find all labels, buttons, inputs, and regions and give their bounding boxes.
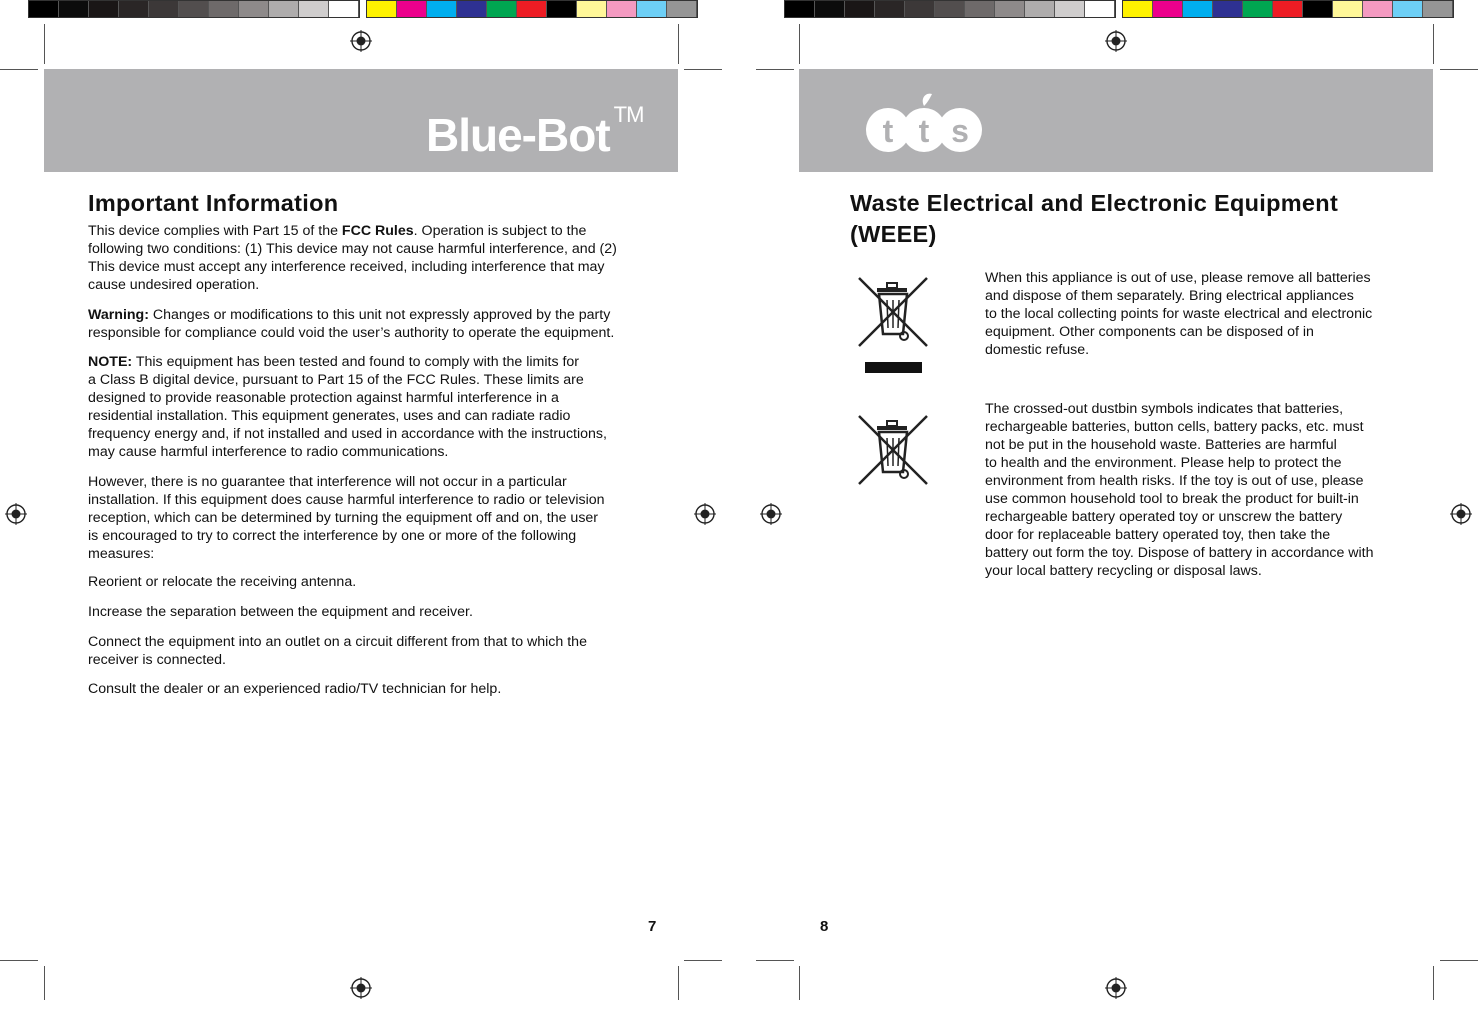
text: . Operation is subject to the xyxy=(413,223,587,239)
text-line: your local battery recycling or disposal laws. xyxy=(985,563,1262,579)
measure-item xyxy=(88,633,587,669)
calibration-swatch xyxy=(577,1,607,17)
weee-title xyxy=(850,190,1338,248)
text-line: a Class B digital device, pursuant to Part 15 of the FCC Rules. These limits are xyxy=(88,372,584,388)
note-label: NOTE: xyxy=(88,354,133,370)
text-line: following two conditions: (1) This device may not cause harmful interference, and (2) xyxy=(88,241,617,257)
calibration-swatch xyxy=(329,1,359,17)
text-line: not be put in the household waste. Batteries are harmful xyxy=(985,437,1337,453)
crop-mark xyxy=(0,69,38,70)
fcc-rules-label: FCC Rules xyxy=(341,223,414,239)
text-line: When this appliance is out of use, please remove all batteries xyxy=(985,270,1371,286)
text-line: However, there is no guarantee that interference will not occur in a particular xyxy=(88,474,567,490)
registration-mark-icon xyxy=(350,977,372,999)
calibration-swatch xyxy=(1025,1,1055,17)
text-line: cause undesired operation. xyxy=(88,277,260,293)
calibration-swatch xyxy=(299,1,329,17)
calibration-swatch xyxy=(487,1,517,17)
calibration-swatch xyxy=(785,1,815,17)
registration-mark-icon xyxy=(760,503,782,525)
calibration-swatch xyxy=(935,1,965,17)
crop-mark xyxy=(1433,966,1434,1000)
calibration-swatch xyxy=(239,1,269,17)
brand-name: Blue-Bot xyxy=(426,109,610,161)
calibration-swatch xyxy=(89,1,119,17)
text-line: reception, which can be determined by turning the equipment off and on, the user xyxy=(88,510,599,526)
text-line: receiver is connected. xyxy=(88,652,227,668)
calibration-swatch xyxy=(1303,1,1333,17)
calibration-swatch xyxy=(1153,1,1183,17)
crossed-out-bin-icon xyxy=(855,412,931,488)
calibration-gray-right xyxy=(784,0,1116,18)
brand-title xyxy=(426,102,644,162)
registration-mark-icon xyxy=(1450,503,1472,525)
crop-mark xyxy=(756,960,794,961)
calibration-swatch xyxy=(1333,1,1363,17)
text-line: domestic refuse. xyxy=(985,342,1090,358)
calibration-swatch xyxy=(179,1,209,17)
calibration-swatch xyxy=(1273,1,1303,17)
calibration-swatch xyxy=(59,1,89,17)
logo-letter: t xyxy=(918,113,930,149)
logo-letter: t xyxy=(882,113,894,149)
calibration-swatch xyxy=(397,1,427,17)
crop-mark xyxy=(756,69,794,70)
crop-mark xyxy=(1433,24,1434,64)
crop-mark xyxy=(678,24,679,64)
calibration-swatch xyxy=(269,1,299,17)
page-number: 8 xyxy=(820,918,829,935)
crop-mark xyxy=(44,24,45,64)
calibration-swatch xyxy=(1243,1,1273,17)
text: This device complies with Part 15 of the xyxy=(88,223,342,239)
however-paragraph xyxy=(88,473,605,563)
battery-paragraph xyxy=(985,400,1374,580)
registration-mark-icon xyxy=(5,503,27,525)
crop-mark xyxy=(799,24,800,64)
registration-mark-icon xyxy=(350,30,372,52)
text-line: The crossed-out dustbin symbols indicates that batteries, xyxy=(985,401,1344,417)
crop-mark xyxy=(678,966,679,1000)
calibration-swatch xyxy=(1213,1,1243,17)
calibration-swatch xyxy=(427,1,457,17)
text-line: is encouraged to try to correct the interference by one or more of the following xyxy=(88,528,577,544)
text-line: to health and the environment. Please help to protect the xyxy=(985,455,1342,471)
text-line: rechargeable batteries, button cells, battery packs, etc. must xyxy=(985,419,1364,435)
calibration-swatch xyxy=(547,1,577,17)
trademark: TM xyxy=(613,102,644,127)
text-line: to the local collecting points for waste electrical and electronic xyxy=(985,306,1373,322)
calibration-swatch xyxy=(149,1,179,17)
calibration-swatch xyxy=(815,1,845,17)
measure-item: Consult the dealer or an experienced radio/TV technician for help. xyxy=(88,681,502,697)
calibration-color-left xyxy=(366,0,698,18)
calibration-swatch xyxy=(965,1,995,17)
crop-mark xyxy=(684,69,722,70)
note-paragraph xyxy=(88,353,607,461)
measure-item: Reorient or relocate the receiving antenna. xyxy=(88,574,357,590)
text-line: and dispose of them separately. Bring electrical appliances xyxy=(985,288,1354,304)
text-line: rechargeable battery operated toy or unscrew the battery xyxy=(985,509,1343,525)
fcc-compliance-paragraph xyxy=(88,222,617,294)
calibration-swatch xyxy=(1123,1,1153,17)
warning-label: Warning: xyxy=(88,307,149,323)
text-line: responsible for compliance could void the user’s authority to operate the equipment. xyxy=(88,325,615,341)
text-line: measures: xyxy=(88,546,155,562)
title-line: Waste Electrical and Electronic Equipment xyxy=(850,190,1339,216)
text-line: use common household tool to break the product for built-in xyxy=(985,491,1359,507)
calibration-swatch xyxy=(1085,1,1115,17)
crop-mark xyxy=(44,966,45,1000)
crop-mark xyxy=(684,960,722,961)
calibration-swatch xyxy=(845,1,875,17)
text-line: door for replaceable battery operated toy, then take the xyxy=(985,527,1331,543)
calibration-swatch xyxy=(1423,1,1453,17)
page-number: 7 xyxy=(648,918,657,935)
calibration-swatch xyxy=(1183,1,1213,17)
crop-mark xyxy=(799,966,800,1000)
text: This equipment has been tested and found to comply with the limits for xyxy=(132,354,580,370)
calibration-swatch xyxy=(905,1,935,17)
text-line: environment from health risks. If the toy is out of use, please xyxy=(985,473,1364,489)
calibration-swatch xyxy=(517,1,547,17)
text-line: frequency energy and, if not installed and used in accordance with the instructions, xyxy=(88,426,607,442)
registration-mark-icon xyxy=(1105,977,1127,999)
calibration-color-right xyxy=(1122,0,1454,18)
calibration-swatch xyxy=(209,1,239,17)
tts-logo xyxy=(862,90,992,158)
logo-letter: s xyxy=(951,113,969,149)
calibration-swatch xyxy=(995,1,1025,17)
crop-mark xyxy=(1440,960,1478,961)
title-line: (WEEE) xyxy=(850,221,937,247)
calibration-swatch xyxy=(875,1,905,17)
text-line: equipment. Other components can be disposed of in xyxy=(985,324,1314,340)
crop-mark xyxy=(1440,69,1478,70)
registration-mark-icon xyxy=(694,503,716,525)
calibration-swatch xyxy=(367,1,397,17)
calibration-swatch xyxy=(29,1,59,17)
calibration-swatch xyxy=(667,1,697,17)
calibration-swatch xyxy=(457,1,487,17)
calibration-swatch xyxy=(1393,1,1423,17)
text-line: installation. If this equipment does cause harmful interference to radio or television xyxy=(88,492,605,508)
crossed-out-wheelie-bin-icon xyxy=(855,274,931,376)
calibration-swatch xyxy=(637,1,667,17)
text: Changes or modifications to this unit not expressly approved by the party xyxy=(148,307,611,323)
calibration-swatch xyxy=(1363,1,1393,17)
text-line: may cause harmful interference to radio communications. xyxy=(88,444,449,460)
text-line: Connect the equipment into an outlet on a circuit different from that to which the xyxy=(88,634,587,650)
registration-mark-icon xyxy=(1105,30,1127,52)
calibration-swatch xyxy=(607,1,637,17)
weee-paragraph xyxy=(985,269,1372,359)
page-title: Important Information xyxy=(88,190,339,216)
text-line: This device must accept any interference received, including interference that may xyxy=(88,259,605,275)
crop-mark xyxy=(0,960,38,961)
calibration-gray-left xyxy=(28,0,360,18)
text-line: residential installation. This equipment generates, uses and can radiate radio xyxy=(88,408,571,424)
text-line: battery out form the toy. Dispose of battery in accordance with xyxy=(985,545,1374,561)
measure-item: Increase the separation between the equipment and receiver. xyxy=(88,604,473,620)
calibration-swatch xyxy=(119,1,149,17)
text-line: designed to provide reasonable protection against harmful interference in a xyxy=(88,390,559,406)
calibration-swatch xyxy=(1055,1,1085,17)
warning-paragraph xyxy=(88,306,614,342)
